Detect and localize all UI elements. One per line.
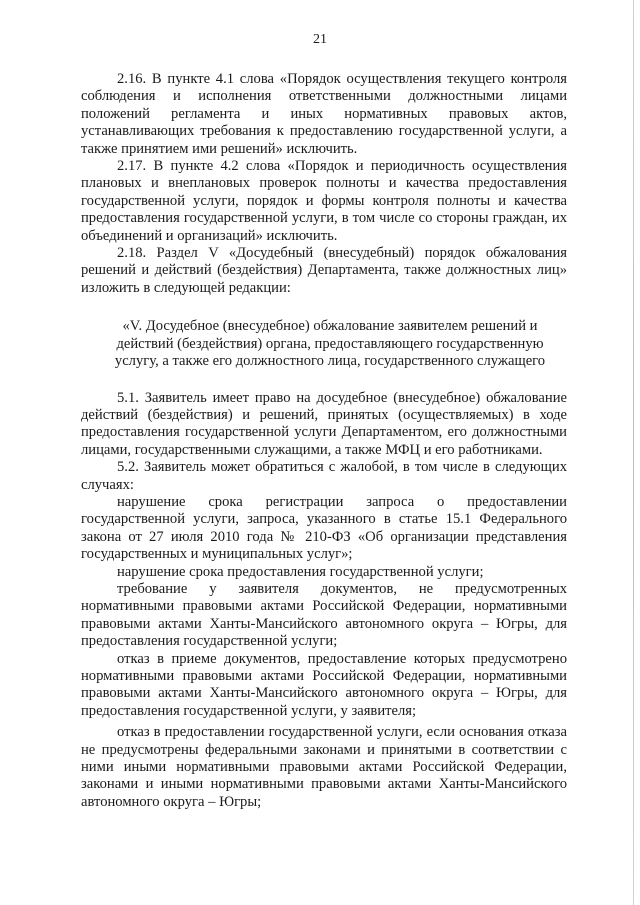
section-title-line: действий (бездействия) органа, предоставляющего государственную [116,335,544,352]
list-item-registration-violation: нарушение срока регистрации запроса о предоставлении государственной услуги, запроса, указанного в статье 15.1 Федерального закона от 27 июля 2010 года № 210-ФЗ «Об организации представления государственных и муниципальных услуг»; [81,493,567,563]
paragraph-2-16: 2.16. В пункте 4.1 слова «Порядок осуществления текущего контроля соблюдения и исполнения ответственными должностными лицами положений регламента и иных нормативных правовых актов, устанавливающих требования к предоставлению государственной услуги, а также принятием ими решений» исключить. [81,71,567,157]
list-item-term-violation: нарушение срока предоставления государственной услуги; [117,563,484,580]
paragraph-5-2: 5.2. Заявитель может обратиться с жалобой, в том числе в следующих случаях: [81,459,567,493]
paragraph-5-1: 5.1. Заявитель имеет право на досудебное (внесудебное) обжалование действий (бездействия) и решений, принятых (осуществляемых) в ходе предоставления государственной услуги Департаментом, его должностными лицами, государственными служащими, а также МФЦ и его работниками. [81,389,567,458]
section-v-title [81,318,567,370]
paragraph-2-17: 2.17. В пункте 4.2 слова «Порядок и периодичность осуществления плановых и внеплановых проверок полноты и качества предоставления государственной услуги, порядок и формы контроля полноты и качества предоставления государственной услуги, в том числе со стороны граждан, их объединений и организаций» исключить. [81,158,567,244]
document-body [81,71,567,811]
section-title-line: «V. Досудебное (внесудебное) обжалование заявителем решений и [122,318,538,335]
list-item-refusal-acceptance: отказ в приеме документов, предоставление которых предусмотрено нормативными правовыми актами Российской Федерации, нормативными правовыми актами Ханты-Мансийского автономного округа – Югры, для предоставления государственной услуги, у заявителя; [81,650,567,719]
list-item-document-demand: требование у заявителя документов, не предусмотренных нормативными правовыми актами Российской Федерации, нормативными правовыми актами Ханты-Мансийского автономного округа – Югры, для предоставления государственной услуги; [81,580,567,650]
list-item-refusal-service: отказ в предоставлении государственной услуги, если основания отказа не предусмотрены федеральными законами и принятыми в соответствии с ними иными нормативными правовыми актами Российской Федерации, законами и иными нормативными правовыми актами Ханты-Мансийского автономного округа – Югры; [81,724,567,810]
section-title-line: услугу, а также его должностного лица, государственного служащего [114,353,546,370]
page-number: 21 [313,32,327,47]
paragraph-2-18: 2.18. Раздел V «Досудебный (внесудебный) порядок обжалования решений и действий (бездействия) Департамента, также должностных лиц» изложить в следующей редакции: [81,245,567,296]
